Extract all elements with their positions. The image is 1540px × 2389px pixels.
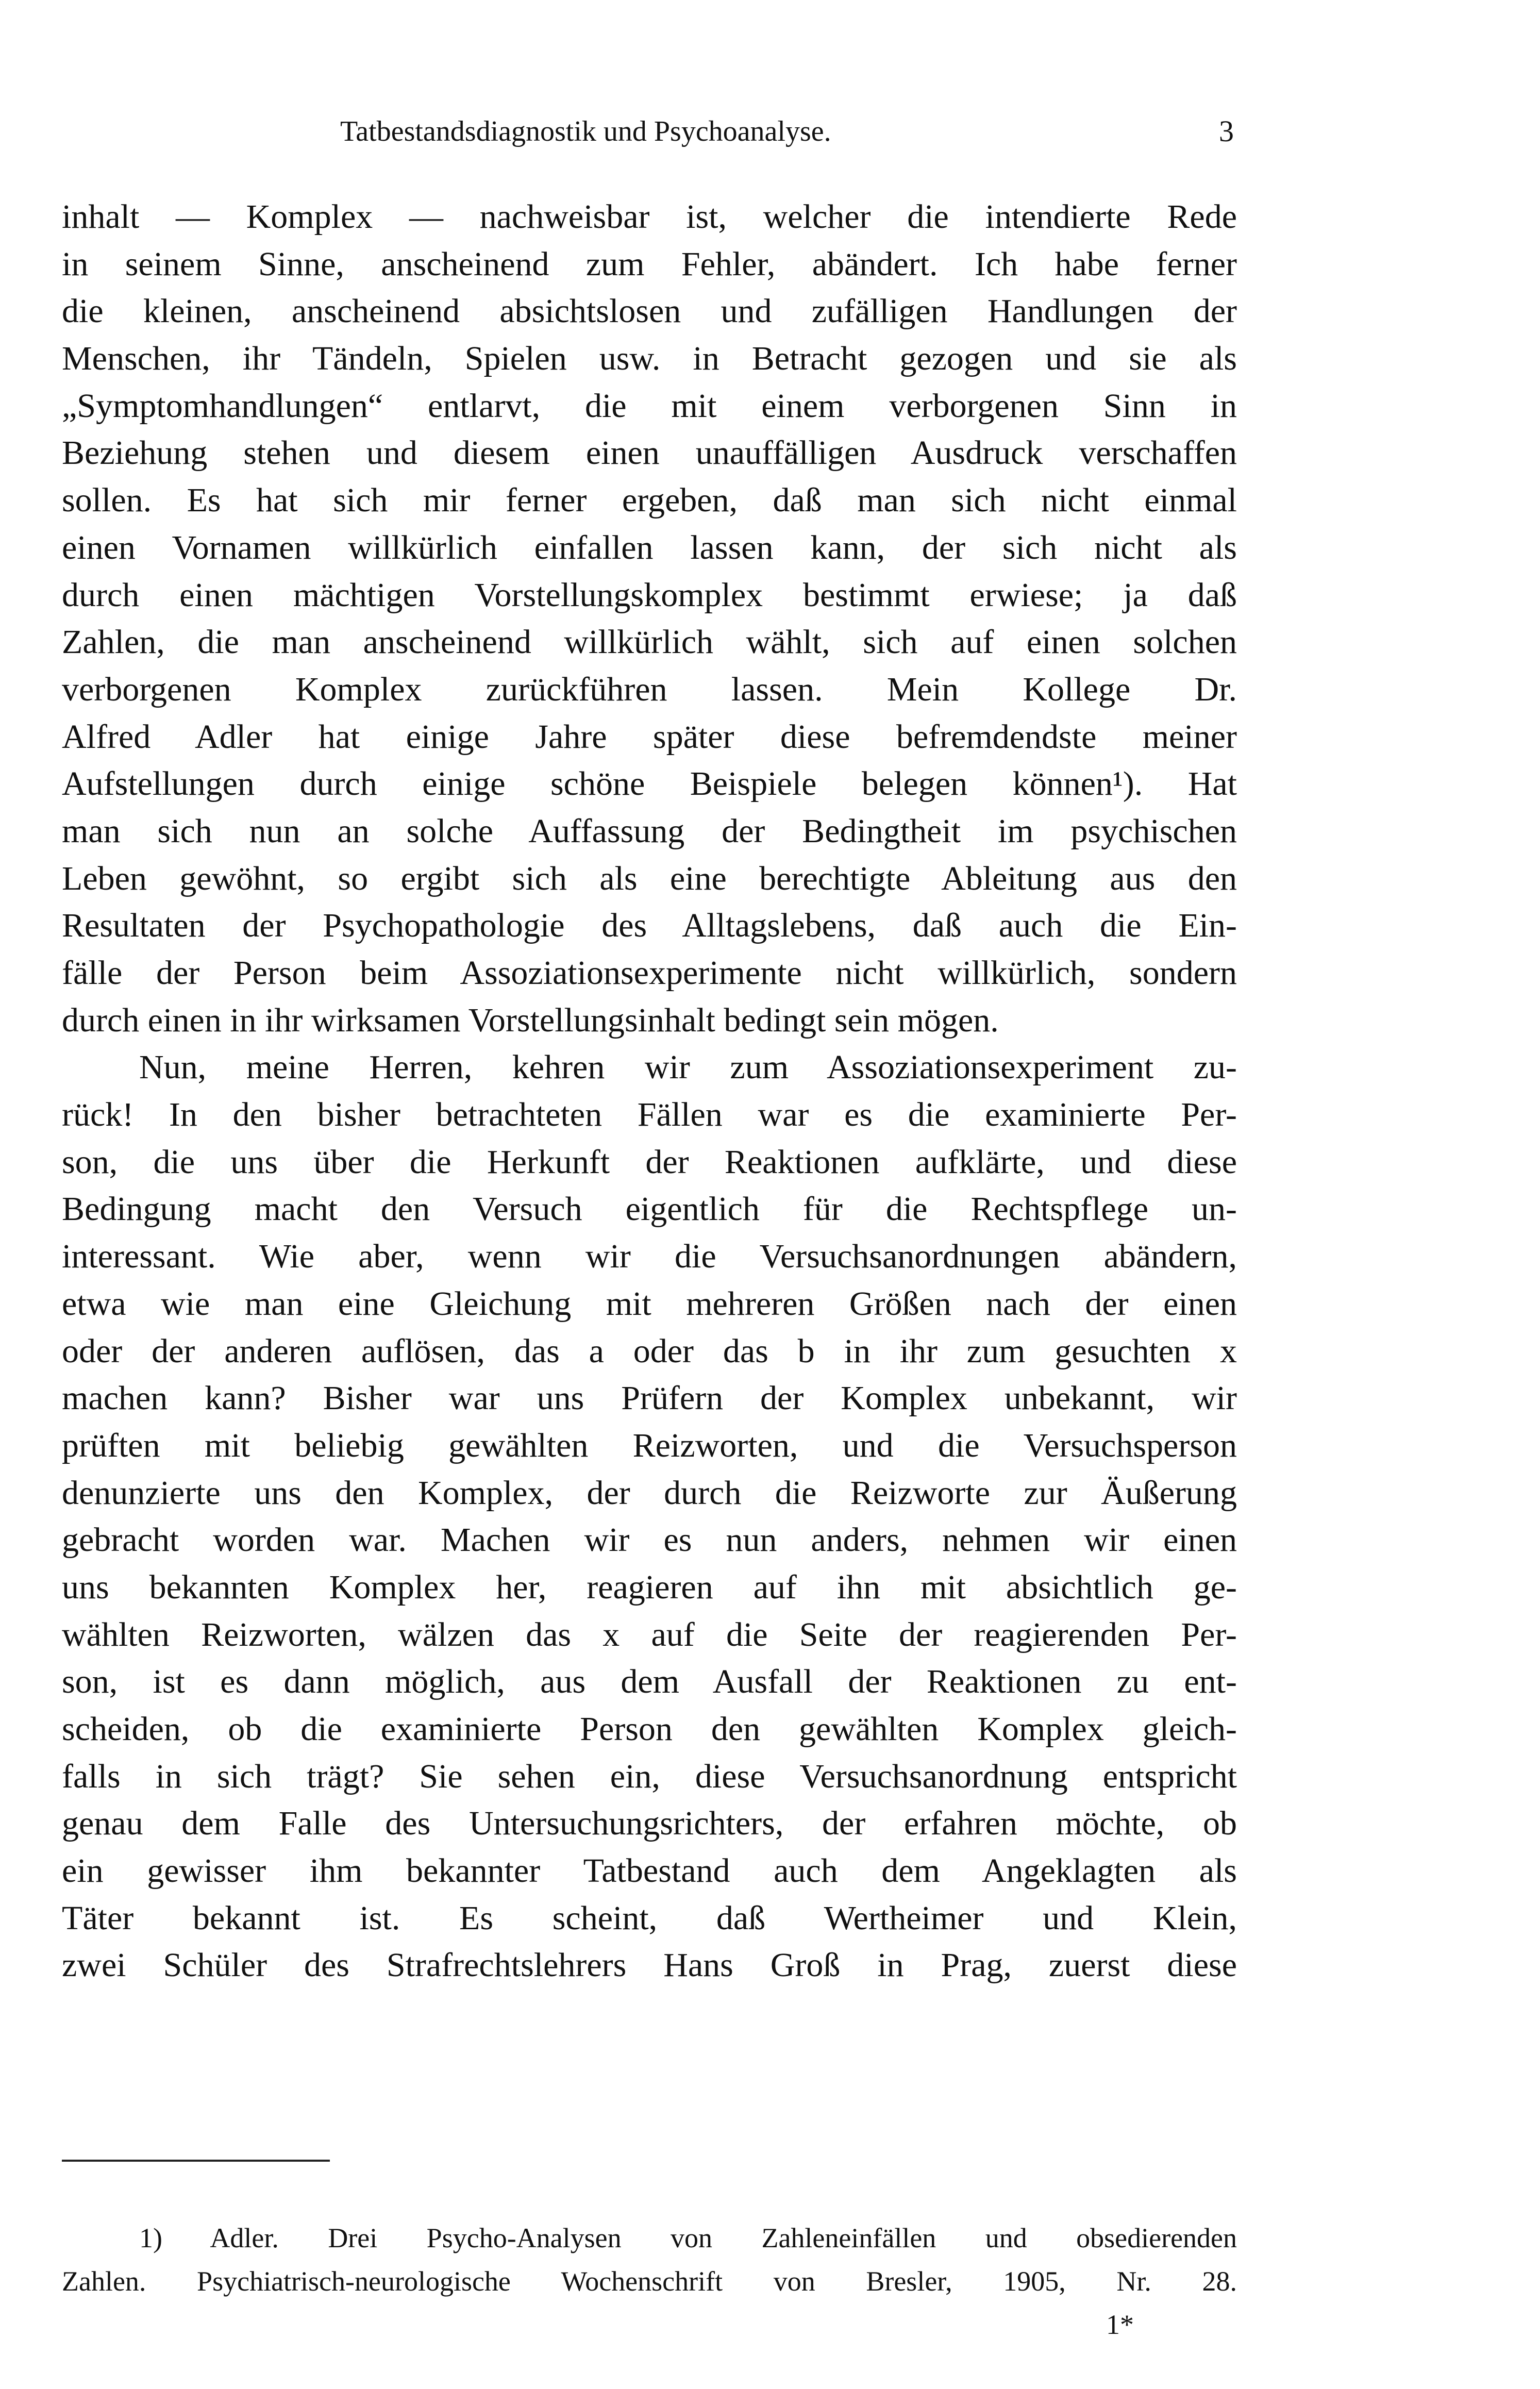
body-line: durch einen mächtigen Vorstellungskomplex bestimmt erwiese; ja daß — [62, 576, 1237, 614]
body-line: prüften mit beliebig gewählten Reizworten, und die Versuchsperson — [62, 1426, 1237, 1464]
body-line: in seinem Sinne, anscheinend zum Fehler, abändert. Ich habe ferner — [62, 245, 1237, 283]
body-line: Täter bekannt ist. Es scheint, daß Wertheimer und Klein, — [62, 1899, 1237, 1937]
body-line: falls in sich trägt? Sie sehen ein, diese Versuchsanordnung entspricht — [62, 1757, 1237, 1795]
running-title: Tatbestandsdiagnostik und Psychoanalyse. — [340, 115, 831, 147]
body-line: Alfred Adler hat einige Jahre später diese befremdendste meiner — [62, 717, 1237, 756]
footnote — [62, 2216, 1237, 2346]
footnote-line: Zahlen. Psychiatrisch-neurologische Wochenschrift von Bresler, 1905, Nr. 28. — [62, 2266, 1237, 2297]
body-line: interessant. Wie aber, wenn wir die Versuchsanordnungen abändern, — [62, 1238, 1237, 1276]
body-line: durch einen in ihr wirksamen Vorstellungsinhalt bedingt sein mögen. — [62, 1001, 999, 1039]
body-line: Resultaten der Psychopathologie des Alltagslebens, daß auch die Ein- — [62, 907, 1237, 945]
body-line: einen Vornamen willkürlich einfallen lassen kann, der sich nicht als — [62, 528, 1237, 566]
body-text — [62, 193, 1237, 1989]
body-line: rück! In den bisher betrachteten Fällen war es die examinierte Per- — [62, 1096, 1237, 1134]
body-line: sollen. Es hat sich mir ferner ergeben, daß man sich nicht einmal — [62, 481, 1237, 520]
body-line: etwa wie man eine Gleichung mit mehreren Größen nach der einen — [62, 1284, 1237, 1323]
body-line: Aufstellungen durch einige schöne Beispiele belegen können¹). Hat — [62, 765, 1237, 803]
body-line: machen kann? Bisher war uns Prüfern der Komplex unbekannt, wir — [62, 1379, 1237, 1417]
body-line: son, die uns über die Herkunft der Reaktionen aufklärte, und diese — [62, 1143, 1237, 1181]
footnote-line: 1) Adler. Drei Psycho-Analysen von Zahleneinfällen und obsedierenden — [139, 2223, 1237, 2253]
body-line: Nun, meine Herren, kehren wir zum Assoziationsexperiment zu- — [139, 1048, 1237, 1087]
body-line: gebracht worden war. Machen wir es nun anders, nehmen wir einen — [62, 1521, 1237, 1559]
body-line: son, ist es dann möglich, aus dem Ausfall der Reaktionen zu ent- — [62, 1663, 1237, 1701]
body-line: oder der anderen auflösen, das a oder das b in ihr zum gesuchten x — [62, 1332, 1237, 1370]
page-number: 3 — [1219, 114, 1234, 148]
body-line: uns bekannten Komplex her, reagieren auf ihn mit absichtlich ge- — [62, 1568, 1237, 1606]
body-line: inhalt — Komplex — nachweisbar ist, welcher die intendierte Rede — [62, 198, 1237, 236]
body-line: denunzierte uns den Komplex, der durch die Reizworte zur Äußerung — [62, 1474, 1237, 1512]
signature-mark: 1* — [1106, 2309, 1134, 2340]
body-line: ein gewisser ihm bekannter Tatbestand auch dem Angeklagten als — [62, 1852, 1237, 1890]
body-line: wählten Reizworten, wälzen das x auf die Seite der reagierenden Per- — [62, 1615, 1237, 1653]
footnote-rule — [62, 2160, 330, 2162]
body-line: verborgenen Komplex zurückführen lassen. Mein Kollege Dr. — [62, 670, 1237, 708]
body-line: Menschen, ihr Tändeln, Spielen usw. in Betracht gezogen und sie als — [62, 340, 1237, 378]
body-line: Bedingung macht den Versuch eigentlich für die Rechtspflege un- — [62, 1190, 1237, 1228]
body-line: genau dem Falle des Untersuchungsrichters, der erfahren möchte, ob — [62, 1805, 1237, 1843]
body-line: die kleinen, anscheinend absichtslosen und zufälligen Handlungen der — [62, 292, 1237, 330]
body-line: scheiden, ob die examinierte Person den gewählten Komplex gleich- — [62, 1710, 1237, 1748]
body-line: fälle der Person beim Assoziationsexperimente nicht willkürlich, sondern — [62, 954, 1237, 992]
body-line: „Symptomhandlungen“ entlarvt, die mit einem verborgenen Sinn in — [62, 387, 1237, 425]
body-line: Beziehung stehen und diesem einen unauffälligen Ausdruck verschaffen — [62, 434, 1237, 472]
body-line: Zahlen, die man anscheinend willkürlich wählt, sich auf einen solchen — [62, 623, 1237, 661]
body-line: Leben gewöhnt, so ergibt sich als eine berechtigte Ableitung aus den — [62, 859, 1237, 897]
body-line: man sich nun an solche Auffassung der Bedingtheit im psychischen — [62, 812, 1237, 850]
body-line: zwei Schüler des Strafrechtslehrers Hans Groß in Prag, zuerst diese — [62, 1946, 1237, 1984]
